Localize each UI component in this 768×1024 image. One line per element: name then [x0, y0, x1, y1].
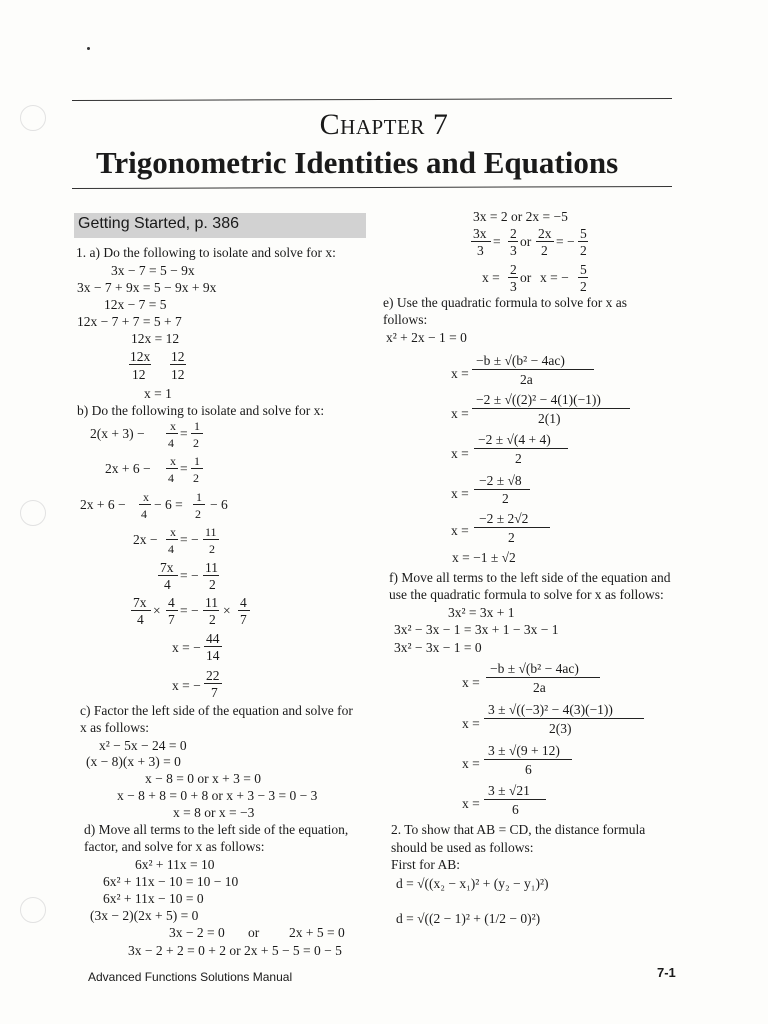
fraction-bar: [139, 504, 151, 505]
math-line: ×: [223, 603, 231, 618]
math-line: x =: [451, 446, 469, 461]
math-line: 2: [193, 471, 199, 485]
math-line: 11: [205, 560, 218, 575]
fraction-bar: [203, 575, 219, 576]
math-line: 4: [168, 471, 174, 485]
math-line: x =: [451, 523, 469, 538]
math-line: x: [170, 419, 176, 433]
problem-prompt: 2. To show that AB = CD, the distance formula: [391, 822, 646, 837]
fraction-bar: [191, 468, 203, 469]
fraction-bar: [578, 241, 588, 242]
math-line: ×: [153, 603, 161, 618]
math-line: 3x − 7 = 5 − 9x: [111, 263, 195, 278]
math-line: 2x + 6 −: [80, 497, 126, 512]
math-line: (3x − 2)(2x + 5) = 0: [90, 908, 199, 923]
math-line: 12x = 12: [131, 331, 180, 346]
fraction-bar: [203, 539, 219, 540]
math-line: 4: [168, 436, 174, 450]
math-line: 3x − 7 + 9x = 5 − 9x + 9x: [77, 280, 217, 295]
math-line: −b ± √(b² − 4ac): [476, 353, 565, 368]
math-line: 7x: [133, 595, 147, 610]
fraction-bar: [158, 575, 178, 576]
math-line: 4: [141, 507, 147, 521]
problem-prompt: 1. a) Do the following to isolate and solve for x:: [76, 245, 336, 260]
math-line: 2: [502, 491, 509, 506]
math-line: x: [170, 454, 176, 468]
math-line: 6x² + 11x − 10 = 10 − 10: [103, 874, 239, 889]
math-line: 2: [580, 279, 587, 294]
math-line: 12: [171, 367, 185, 382]
math-line: 3x − 2 = 0: [169, 925, 225, 940]
math-line: 12x − 7 + 7 = 5 + 7: [77, 314, 182, 329]
problem-prompt: e) Use the quadratic formula to solve for x as: [383, 295, 628, 310]
math-line: = −: [180, 568, 199, 583]
math-line: x: [143, 490, 149, 504]
fraction-bar: [471, 241, 491, 242]
math-line: 2: [580, 243, 587, 258]
math-line: 2: [193, 436, 199, 450]
math-line: d = √((x₂ − x₁)² + (y₂ − y₁)²): [396, 876, 549, 891]
math-line: 6x² + 11x = 10: [135, 857, 215, 872]
fraction-bar: [472, 369, 594, 370]
math-line: − 6: [210, 497, 228, 512]
math-line: 2: [209, 542, 215, 556]
math-line: x − 8 = 0 or x + 3 = 0: [145, 771, 261, 786]
math-line: 2: [195, 507, 201, 521]
math-line: 2x: [538, 226, 552, 241]
math-line: 2x + 6 −: [105, 461, 151, 476]
fraction-bar: [536, 241, 554, 242]
chapter-heading: Chapter 7: [319, 108, 449, 141]
math-line: or: [248, 925, 260, 940]
math-line: x =: [451, 366, 469, 381]
math-line: x = −: [172, 640, 201, 655]
math-line: 11: [205, 525, 217, 539]
math-line: 22: [206, 668, 220, 683]
math-line: = −: [556, 234, 575, 249]
math-line: 2(1): [538, 411, 561, 426]
math-line: 3 ± √21: [488, 783, 530, 798]
fraction-bar: [204, 646, 222, 647]
math-line: x =: [462, 796, 480, 811]
fraction-bar: [484, 718, 644, 719]
math-line: 2(3): [549, 721, 572, 736]
math-line: 7: [168, 612, 175, 627]
problem-prompt: f) Move all terms to the left side of the equation and: [389, 570, 671, 585]
math-line: 2: [510, 262, 517, 277]
math-line: 2: [209, 612, 216, 627]
punch-hole: [20, 897, 46, 923]
fraction-bar: [193, 504, 205, 505]
math-line: 2(x + 3) −: [90, 426, 145, 441]
fraction-bar: [474, 489, 530, 490]
scan-speck: [87, 47, 90, 50]
math-line: 3: [510, 243, 517, 258]
math-line: 2: [510, 226, 517, 241]
math-line: x as follows:: [80, 720, 149, 735]
math-line: 3: [477, 243, 484, 258]
fraction-bar: [166, 468, 178, 469]
fraction-bar: [474, 448, 568, 449]
math-line: − 6 =: [154, 497, 183, 512]
math-line: 4: [168, 542, 174, 556]
math-line: −b ± √(b² − 4ac): [490, 661, 579, 676]
math-line: 1: [196, 490, 202, 504]
math-line: −2 ± √((2)² − 4(1)(−1)): [476, 392, 601, 407]
math-line: 44: [206, 631, 220, 646]
math-line: 2a: [533, 680, 546, 695]
math-line: 1: [194, 454, 200, 468]
fraction-bar: [166, 610, 178, 611]
punch-hole: [20, 500, 46, 526]
math-line: 7x: [160, 560, 174, 575]
math-line: d = √((2 − 1)² + (1/2 − 0)²): [396, 911, 541, 926]
math-line: = −: [180, 532, 199, 547]
math-line: 4: [137, 612, 144, 627]
math-line: 3: [510, 279, 517, 294]
problem-prompt: c) Factor the left side of the equation and solve for: [80, 703, 353, 718]
math-line: x = −: [172, 678, 201, 693]
chapter-title: Trigonometric Identities and Equations: [96, 145, 619, 180]
math-line: factor, and solve for x as follows:: [84, 839, 265, 854]
math-line: should be used as follows:: [391, 840, 534, 855]
math-line: 12: [132, 367, 146, 382]
math-line: 2x −: [133, 532, 158, 547]
math-line: −2 ± √8: [479, 473, 522, 488]
math-line: x = 1: [144, 386, 172, 401]
math-line: 5: [580, 226, 587, 241]
math-line: 3x − 2 + 2 = 0 + 2 or 2x + 5 − 5 = 0 − 5: [128, 943, 342, 958]
math-line: 3x = 2 or 2x = −5: [473, 209, 568, 224]
math-line: x − 8 + 8 = 0 + 8 or x + 3 − 3 = 0 − 3: [117, 788, 318, 803]
math-line: x =: [482, 270, 500, 285]
math-line: x² + 2x − 1 = 0: [386, 330, 467, 345]
fraction-bar: [203, 610, 219, 611]
fraction-bar: [474, 527, 550, 528]
math-line: 3 ± √((−3)² − 4(3)(−1)): [488, 702, 613, 717]
math-line: 2a: [520, 372, 533, 387]
math-line: 4: [164, 577, 171, 592]
fraction-bar: [508, 241, 518, 242]
math-line: x² − 5x − 24 = 0: [99, 738, 187, 753]
fraction-bar: [131, 610, 151, 611]
math-line: 12x − 7 = 5: [104, 297, 167, 312]
header-rule-bottom: [72, 186, 672, 189]
math-line: 1: [194, 419, 200, 433]
math-line: 6: [512, 802, 519, 817]
math-line: x: [170, 525, 176, 539]
math-line: x =: [451, 486, 469, 501]
math-line: =: [180, 426, 188, 441]
fraction-bar: [486, 677, 600, 678]
fraction-bar: [238, 610, 250, 611]
math-line: 2: [209, 577, 216, 592]
math-line: x =: [462, 675, 480, 690]
math-line: or: [520, 270, 532, 285]
math-line: 14: [206, 648, 220, 663]
math-line: 3x² − 3x − 1 = 0: [394, 640, 482, 655]
fraction-bar: [166, 433, 178, 434]
math-line: 12x: [130, 349, 151, 364]
math-line: or: [520, 234, 532, 249]
footer-title: Advanced Functions Solutions Manual: [88, 970, 293, 984]
math-line: x = −1 ± √2: [452, 550, 516, 565]
math-line: 5: [580, 262, 587, 277]
math-line: 2: [515, 451, 522, 466]
math-line: =: [493, 234, 501, 249]
math-line: follows:: [383, 312, 428, 327]
page-number: 7-1: [657, 965, 676, 980]
math-line: (x − 8)(x + 3) = 0: [86, 754, 181, 769]
math-line: 11: [205, 595, 218, 610]
problem-prompt: b) Do the following to isolate and solve for x:: [77, 403, 325, 418]
fraction-bar: [484, 759, 572, 760]
math-line: 2: [541, 243, 548, 258]
math-line: First for AB:: [391, 857, 461, 872]
header-rule-top: [72, 98, 672, 101]
fraction-bar: [129, 364, 151, 365]
math-line: x = −: [540, 270, 569, 285]
math-line: x =: [462, 716, 480, 731]
math-line: 6: [525, 762, 532, 777]
math-line: 2: [508, 530, 515, 545]
fraction-bar: [578, 277, 588, 278]
math-line: 4: [240, 595, 247, 610]
fraction-bar: [508, 277, 518, 278]
math-line: 3x² = 3x + 1: [448, 605, 515, 620]
math-line: =: [180, 461, 188, 476]
math-line: x =: [451, 406, 469, 421]
math-line: 7: [240, 612, 247, 627]
math-line: x =: [462, 756, 480, 771]
math-line: 6x² + 11x − 10 = 0: [103, 891, 204, 906]
problem-prompt: d) Move all terms to the left side of the equation,: [84, 822, 349, 837]
math-line: x = 8 or x = −3: [173, 805, 255, 820]
math-line: = −: [180, 603, 199, 618]
math-line: 12: [171, 349, 185, 364]
fraction-bar: [484, 799, 546, 800]
math-line: use the quadratic formula to solve for x as follows:: [389, 587, 664, 602]
fraction-bar: [170, 364, 186, 365]
section-heading: Getting Started, p. 386: [78, 215, 239, 232]
math-line: 3x² − 3x − 1 = 3x + 1 − 3x − 1: [394, 622, 559, 637]
math-line: −2 ± √(4 + 4): [478, 432, 551, 447]
math-line: 4: [168, 595, 175, 610]
fraction-bar: [166, 539, 178, 540]
fraction-bar: [191, 433, 203, 434]
math-line: 3x: [473, 226, 487, 241]
fraction-bar: [472, 408, 630, 409]
math-line: −2 ± 2√2: [479, 511, 529, 526]
math-line: 7: [211, 685, 218, 700]
fraction-bar: [204, 683, 222, 684]
math-line: 2x + 5 = 0: [289, 925, 345, 940]
math-line: 3 ± √(9 + 12): [488, 743, 560, 758]
